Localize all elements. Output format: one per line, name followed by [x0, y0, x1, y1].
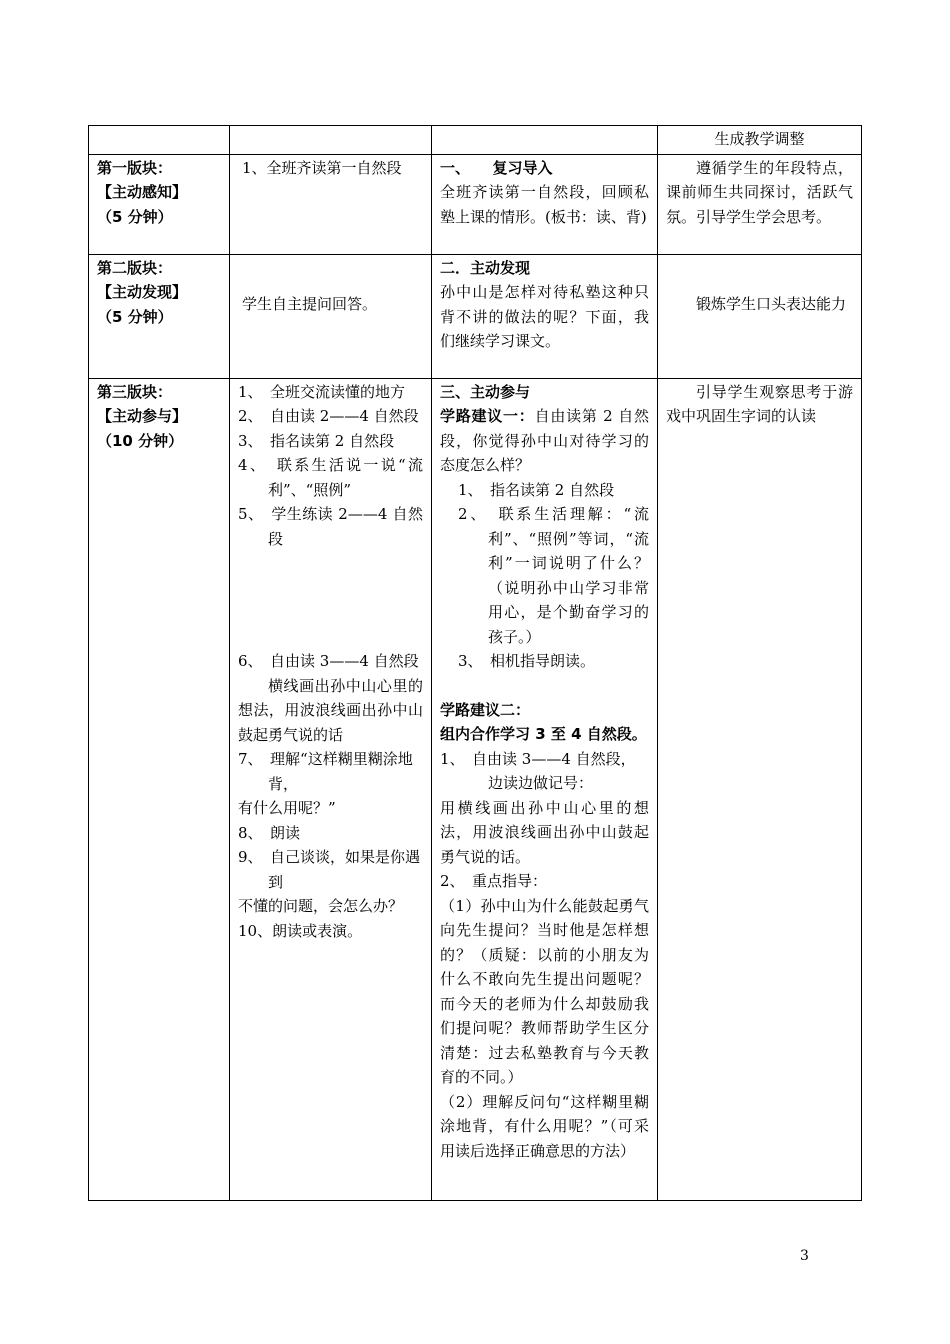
teacher-step-3: 3、 相机指导朗读。	[458, 652, 596, 670]
suggestion-1-text: 自由读第 2 自然段，你觉得孙中山对待学习的态度怎么样？	[440, 407, 649, 474]
section1-teacher-heading: 一、 复习导入	[440, 158, 553, 177]
student-step-8: 8、 朗读	[238, 823, 301, 842]
section3-teacher	[432, 378, 658, 1200]
section3-student	[230, 378, 432, 1200]
teacher-sub-1-cont: 边读边做记号：	[488, 774, 594, 792]
header-row	[89, 126, 862, 155]
section1-teacher-text: 全班齐读第一自然段，回顾私塾上课的情形。(板书：读、背)	[440, 183, 649, 226]
student-step-6-detail: 横线画出孙中山心里的想法，用波浪线画出孙中山鼓起勇气说的话	[238, 676, 423, 744]
section2-label	[89, 254, 230, 378]
section2-adjust	[658, 254, 862, 378]
page-number: 3	[800, 1248, 809, 1264]
section1-teacher	[432, 154, 658, 254]
teacher-sub-2: 2、 重点指导：	[440, 872, 548, 890]
teacher-step-1: 1、 指名读第 2 自然段	[458, 480, 615, 499]
section2-adjust-text: 锻炼学生口头表达能力	[696, 294, 847, 313]
section1-time: （5 分钟）	[97, 207, 173, 226]
section1-student-text: 1、全班齐读第一自然段	[242, 158, 402, 177]
student-step-7-cont: 有什么用呢？”	[238, 799, 336, 817]
question-1: （1）孙中山为什么能鼓起勇气向先生提问？当时他是怎样想的？（质疑：以前的小朋友为什么不敢向先生提出问题呢？而今天的老师为什么却鼓励我们提问呢？教师帮助学生区分清楚：过去私塾教育与今天教育的不同。）	[440, 896, 649, 1086]
section3-name: 【主动参与】	[97, 407, 188, 425]
student-step-9-cont: 不懂的问题，会怎么办？	[238, 897, 404, 915]
header-cell-adjust: 生成教学调整	[658, 126, 862, 155]
suggestion-1	[440, 404, 649, 478]
suggestion-1-label: 学路建议一：	[440, 407, 535, 425]
section2-teacher-heading: 二．主动发现	[440, 258, 531, 277]
section3-time: （10 分钟）	[97, 431, 184, 450]
section1-adjust	[658, 154, 862, 254]
header-cell-3	[432, 126, 658, 155]
teacher-sub-1: 1、 自由读 3——4 自然段，	[440, 749, 636, 768]
section1-title: 第一版块：	[97, 158, 173, 177]
section2-student-text: 学生自主提问回答。	[242, 294, 378, 313]
section2-teacher	[432, 254, 658, 378]
header-cell-2	[230, 126, 432, 155]
student-step-3: 3、 指名读第 2 自然段	[238, 431, 395, 450]
lesson-plan-table	[88, 125, 862, 1201]
section1-adjust-text: 遵循学生的年段特点，课前师生共同探讨，活跃气氛。引导学生学会思考。	[666, 158, 853, 226]
section3-label	[89, 378, 230, 1200]
section2-row	[89, 254, 862, 378]
section2-name: 【主动发现】	[97, 283, 188, 301]
section1-label	[89, 154, 230, 254]
student-step-1: 1、 全班交流读懂的地方	[238, 382, 406, 401]
teacher-sub-1-detail: 用横线画出孙中山心里的想法，用波浪线画出孙中山鼓起勇气说的话。	[440, 798, 649, 866]
student-step-4: 4、 联系生活说一说“流利”、“照例”	[238, 456, 423, 499]
student-step-7: 7、 理解“这样糊里糊涂地背，	[238, 750, 413, 793]
section1-name: 【主动感知】	[97, 183, 188, 201]
suggestion-2-text: 组内合作学习 3 至 4 自然段。	[440, 725, 647, 743]
student-step-5: 5、 学生练读 2——4 自然段	[238, 505, 423, 548]
student-step-6: 6、 自由读 3——4 自然段	[238, 652, 419, 670]
section3-adjust-text: 引导学生观察思考于游戏中巩固生字词的认读	[666, 382, 853, 425]
section2-time: （5 分钟）	[97, 307, 173, 326]
section2-teacher-text: 孙中山是怎样对待私塾这种只背不讲的做法的呢？下面，我们继续学习课文。	[440, 283, 649, 350]
question-2: （2）理解反问句“这样糊里糊涂地背，有什么用呢？”（可采用读后选择正确意思的方法）	[440, 1092, 649, 1160]
section1-row	[89, 154, 862, 254]
student-step-2: 2、 自由读 2——4 自然段	[238, 407, 419, 425]
section3-teacher-heading: 三、主动参与	[440, 382, 531, 401]
section2-title: 第二版块：	[97, 258, 173, 277]
section2-student	[230, 254, 432, 378]
student-step-9: 9、 自己谈谈，如果是你遇到	[238, 848, 421, 891]
section3-row	[89, 378, 862, 1200]
suggestion-2-label: 学路建议二：	[440, 700, 531, 719]
student-step-10: 10、朗读或表演。	[238, 921, 363, 940]
section3-adjust	[658, 378, 862, 1200]
teacher-step-2: 2、 联系生活理解：“流利”、“照例”等词，“流利”一词说明了什么？（说明孙中山学习非常用心，是个勤奋学习的孩子。）	[458, 505, 649, 646]
header-cell-1	[89, 126, 230, 155]
section1-student	[230, 154, 432, 254]
section3-title: 第三版块：	[97, 382, 173, 401]
